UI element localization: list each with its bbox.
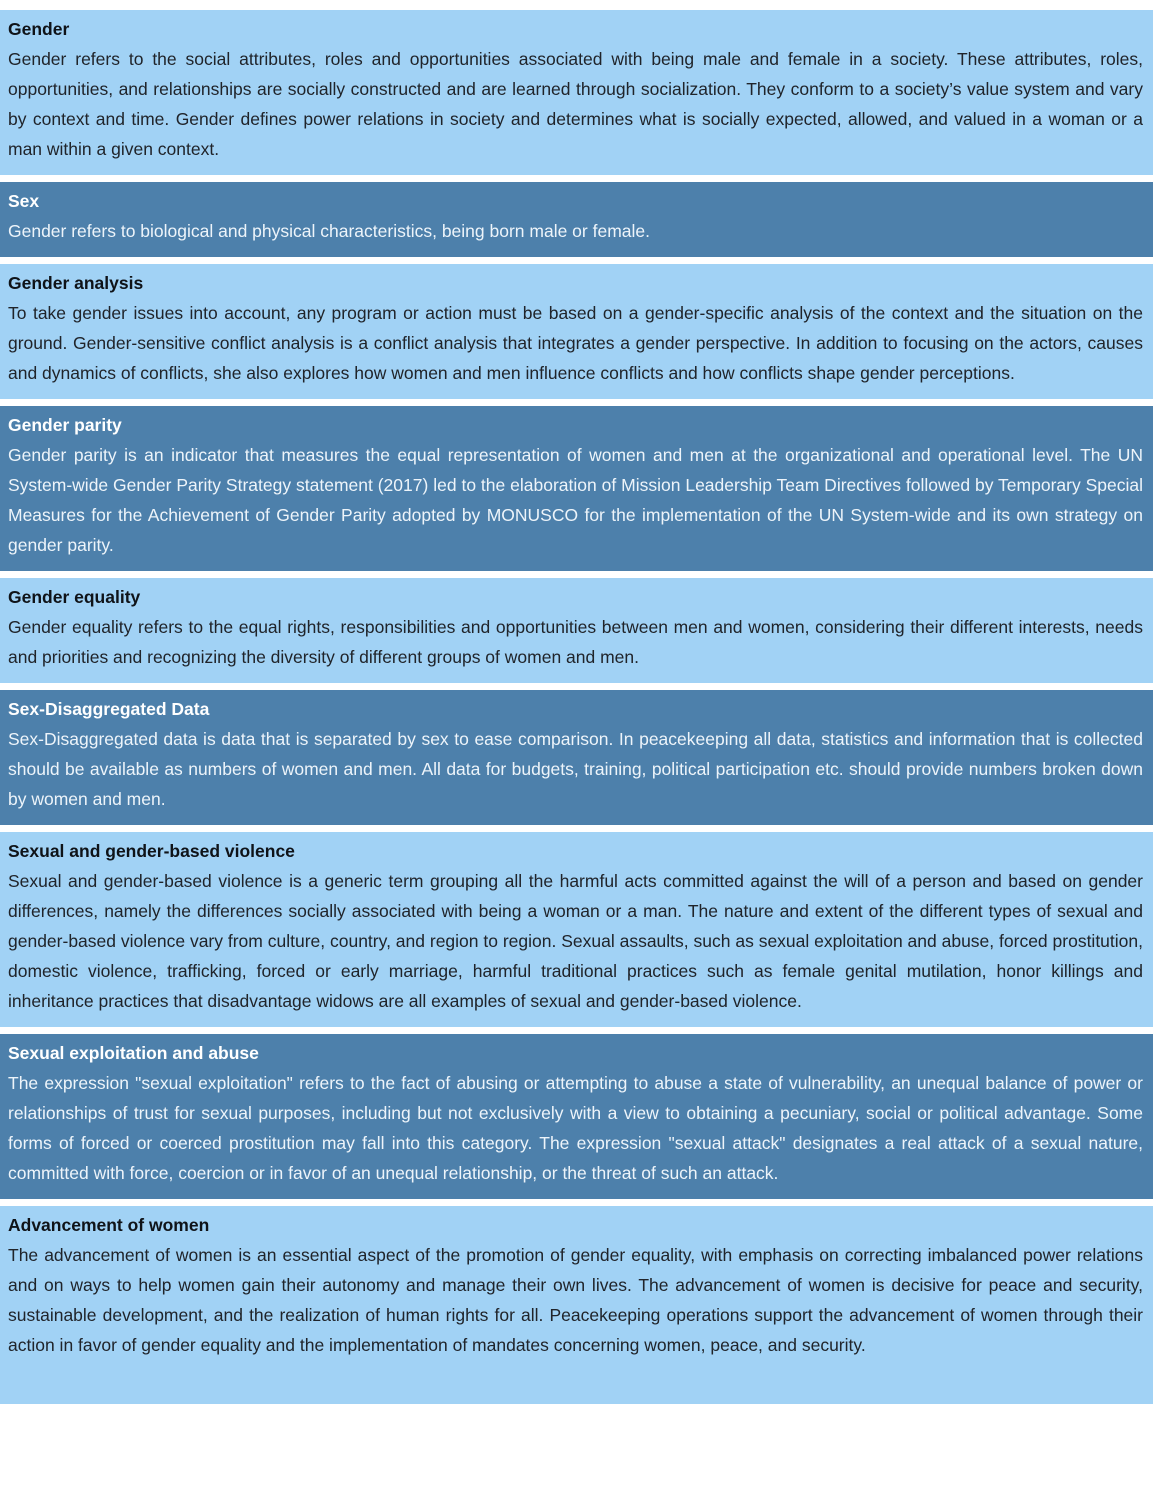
definition-body-text: Gender equality refers to the equal rights, responsibilities and opportunities between men and women, considering their different interests, needs and priorities and recognizing the diversity of different groups of women and men. bbox=[8, 617, 1143, 667]
definition-term-title: Sexual exploitation and abuse bbox=[8, 1043, 259, 1063]
definition-term-title: Advancement of women bbox=[8, 1215, 210, 1235]
definition-section bbox=[0, 264, 1153, 399]
definition-term-title: Sex bbox=[8, 191, 40, 211]
definition-term-title: Gender parity bbox=[8, 415, 122, 435]
definition-body-text: To take gender issues into account, any program or action must be based on a gender-specific analysis of the context and the situation on the ground. Gender-sensitive conflict analysis is a conflict analysis that integrates a gender perspective. In addition to focusing on the actors, causes and dynamics of conflicts, she also explores how women and men influence conflicts and how conflicts shape gender perceptions. bbox=[8, 303, 1143, 383]
definition-body-text: Gender refers to the social attributes, roles and opportunities associated with being male and female in a society. These attributes, roles, opportunities, and relationships are socially constructed and are learned through socialization. They conform to a society’s value system and vary by context and time. Gender defines power relations in society and determines what is socially expected, allowed, and valued in a woman or a man within a given context. bbox=[8, 49, 1143, 159]
definition-body-text: Sex-Disaggregated data is data that is separated by sex to ease comparison. In peacekeeping all data, statistics and information that is collected should be available as numbers of women and men. All data for budgets, training, political participation etc. should provide numbers broken down by women and men. bbox=[8, 729, 1143, 809]
definition-section bbox=[0, 1206, 1153, 1404]
definition-section bbox=[0, 690, 1153, 825]
definition-body-text: Sexual and gender-based violence is a generic term grouping all the harmful acts committed against the will of a person and based on gender differences, namely the differences socially associated with being a woman or a man. The nature and extent of the different types of sexual and gender-based violence vary from culture, country, and region to region. Sexual assaults, such as sexual exploitation and abuse, forced prostitution, domestic violence, trafficking, forced or early marriage, harmful traditional practices such as female genital mutilation, honor killings and inheritance practices that disadvantage widows are all examples of sexual and gender-based violence. bbox=[8, 871, 1143, 1011]
definition-section bbox=[0, 1034, 1153, 1199]
definition-term-title: Gender analysis bbox=[8, 273, 144, 293]
definition-body-text: Gender refers to biological and physical characteristics, being born male or female. bbox=[8, 221, 650, 241]
definition-body-text: Gender parity is an indicator that measures the equal representation of women and men at the organizational and operational level. The UN System-wide Gender Parity Strategy statement (2017) led to the elaboration of Mission Leadership Team Directives followed by Temporary Special Measures for the Achievement of Gender Parity adopted by MONUSCO for the implementation of the UN System-wide and its own strategy on gender parity. bbox=[8, 445, 1143, 555]
definition-body-text: The advancement of women is an essential aspect of the promotion of gender equality, with emphasis on correcting imbalanced power relations and on ways to help women gain their autonomy and manage their own lives. The advancement of women is decisive for peace and security, sustainable development, and the realization of human rights for all. Peacekeeping operations support the advancement of women through their action in favor of gender equality and the implementation of mandates concerning women, peace, and security. bbox=[8, 1245, 1143, 1355]
definition-section bbox=[0, 10, 1153, 175]
definition-section bbox=[0, 406, 1153, 571]
definition-section bbox=[0, 832, 1153, 1027]
definition-term-title: Sex-Disaggregated Data bbox=[8, 699, 210, 719]
definition-term-title: Sexual and gender-based violence bbox=[8, 841, 295, 861]
definition-section bbox=[0, 182, 1153, 257]
definition-body-text: The expression "sexual exploitation" refers to the fact of abusing or attempting to abuse a state of vulnerability, an unequal balance of power or relationships of trust for sexual purposes, including but not exclusively with a view to obtaining a pecuniary, social or political advantage. Some forms of forced or coerced prostitution may fall into this category. The expression "sexual attack" designates a real attack of a sexual nature, committed with force, coercion or in favor of an unequal relationship, or the threat of such an attack. bbox=[8, 1073, 1143, 1183]
definition-section bbox=[0, 578, 1153, 683]
definition-term-title: Gender bbox=[8, 19, 70, 39]
definition-term-title: Gender equality bbox=[8, 587, 141, 607]
